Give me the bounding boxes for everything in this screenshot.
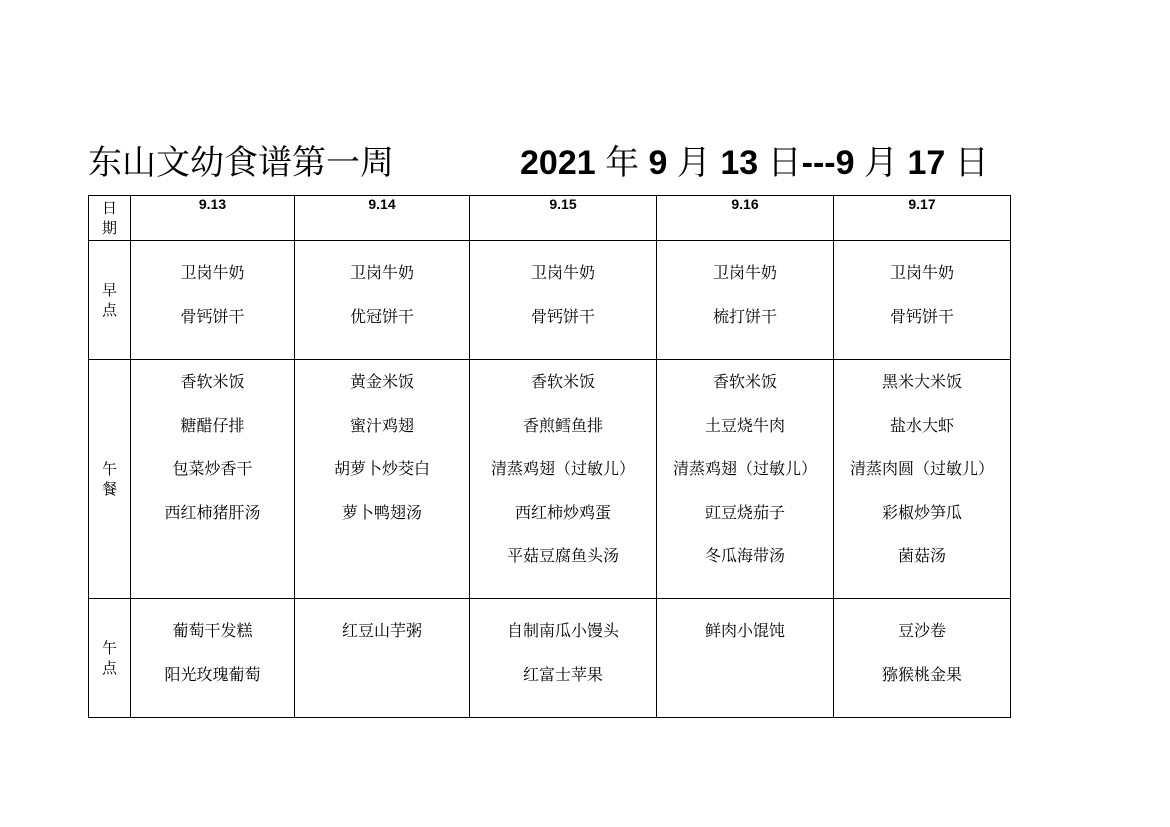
end-day: 17 [907,144,946,182]
breakfast-cell [470,241,657,360]
breakfast-cell [131,241,295,360]
date-header: 9.14 [295,196,470,241]
snack-cell [131,599,295,718]
snack-cell [470,599,657,718]
breakfast-row [89,241,1011,360]
lunch-cell [295,360,470,599]
menu-item: 彩椒炒笋瓜 [881,502,962,522]
menu-item: 猕猴桃金果 [881,664,962,684]
end-month: 9 [835,144,855,182]
menu-item: 黄金米饭 [349,372,414,391]
lunch-cell [657,360,834,599]
day-char-start: 日 [767,143,802,183]
row-label-lunch: 午 餐 [89,360,131,599]
snack-cell [657,599,834,718]
lunch-cell [131,360,295,599]
lunch-row [89,360,1011,599]
menu-item: 红豆山芋粥 [341,621,422,640]
menu-item: 红富士苹果 [522,664,603,684]
breakfast-cell [657,241,834,360]
snack-row [89,599,1011,718]
menu-item: 胡萝卜炒茭白 [333,459,430,478]
row-label-breakfast: 早 点 [89,241,131,360]
menu-item: 卫岗牛奶 [349,263,414,282]
row-label-snack: 午 点 [89,599,131,718]
start-month: 9 [648,144,668,182]
menu-item: 葡萄干发糕 [172,621,253,640]
menu-item: 卫岗牛奶 [530,263,595,282]
menu-item: 西红柿猪肝汤 [164,502,261,522]
menu-item: 豇豆烧茄子 [704,502,785,522]
menu-item: 西红柿炒鸡蛋 [514,502,611,522]
menu-item: 蜜汁鸡翅 [349,415,414,435]
menu-item: 清蒸鸡翅（过敏儿） [672,459,817,478]
menu-item: 卫岗牛奶 [889,263,954,282]
lunch-cell [834,360,1011,599]
menu-item: 骨钙饼干 [180,306,245,326]
start-day: 13 [720,144,759,182]
menu-item: 豆沙卷 [897,621,946,640]
menu-item: 自制南瓜小馒头 [506,621,619,640]
menu-table [88,195,1011,718]
date-header: 9.15 [470,196,657,241]
menu-item: 香软米饭 [530,372,595,391]
lunch-cell [470,360,657,599]
menu-item: 骨钙饼干 [889,306,954,326]
breakfast-cell [295,241,470,360]
breakfast-cell [834,241,1011,360]
date-header: 9.16 [657,196,834,241]
month-char-end: 月 [864,143,898,183]
menu-item: 盐水大虾 [889,415,954,435]
page-title: 东山文幼食谱第一周 [88,143,394,183]
menu-item: 阳光玫瑰葡萄 [164,664,261,684]
menu-item: 清蒸鸡翅（过敏儿） [490,459,635,478]
date-header: 9.17 [834,196,1011,241]
date-range [520,140,989,186]
menu-item: 冬瓜海带汤 [704,546,785,565]
menu-item: 骨钙饼干 [530,306,595,326]
menu-item: 包菜炒香干 [172,459,253,478]
menu-item: 平菇豆腐鱼头汤 [506,546,619,565]
range-separator: --- [801,144,836,182]
date-row [89,196,1011,241]
row-label-date: 日 期 [89,196,131,241]
menu-item: 鲜肉小馄饨 [704,621,785,640]
snack-cell [295,599,470,718]
menu-item: 清蒸肉圆（过敏儿） [849,459,994,478]
menu-item: 香软米饭 [712,372,777,391]
menu-item: 卫岗牛奶 [180,263,245,282]
menu-item: 萝卜鸭翅汤 [341,502,422,522]
year-char: 年 [605,143,640,183]
menu-item: 香煎鳕鱼排 [522,415,603,435]
day-char-end: 日 [954,143,989,183]
menu-item: 糖醋仔排 [180,415,245,435]
menu-item: 卫岗牛奶 [712,263,777,282]
month-char-start: 月 [676,143,711,183]
date-header: 9.13 [131,196,295,241]
menu-item: 黑米大米饭 [881,372,962,391]
year: 2021 [520,144,596,182]
menu-item: 土豆烧牛肉 [704,415,785,435]
snack-cell [834,599,1011,718]
menu-item: 优冠饼干 [349,306,414,326]
menu-item: 香软米饭 [180,372,245,391]
menu-item: 梳打饼干 [712,306,777,326]
menu-item: 菌菇汤 [897,546,946,565]
